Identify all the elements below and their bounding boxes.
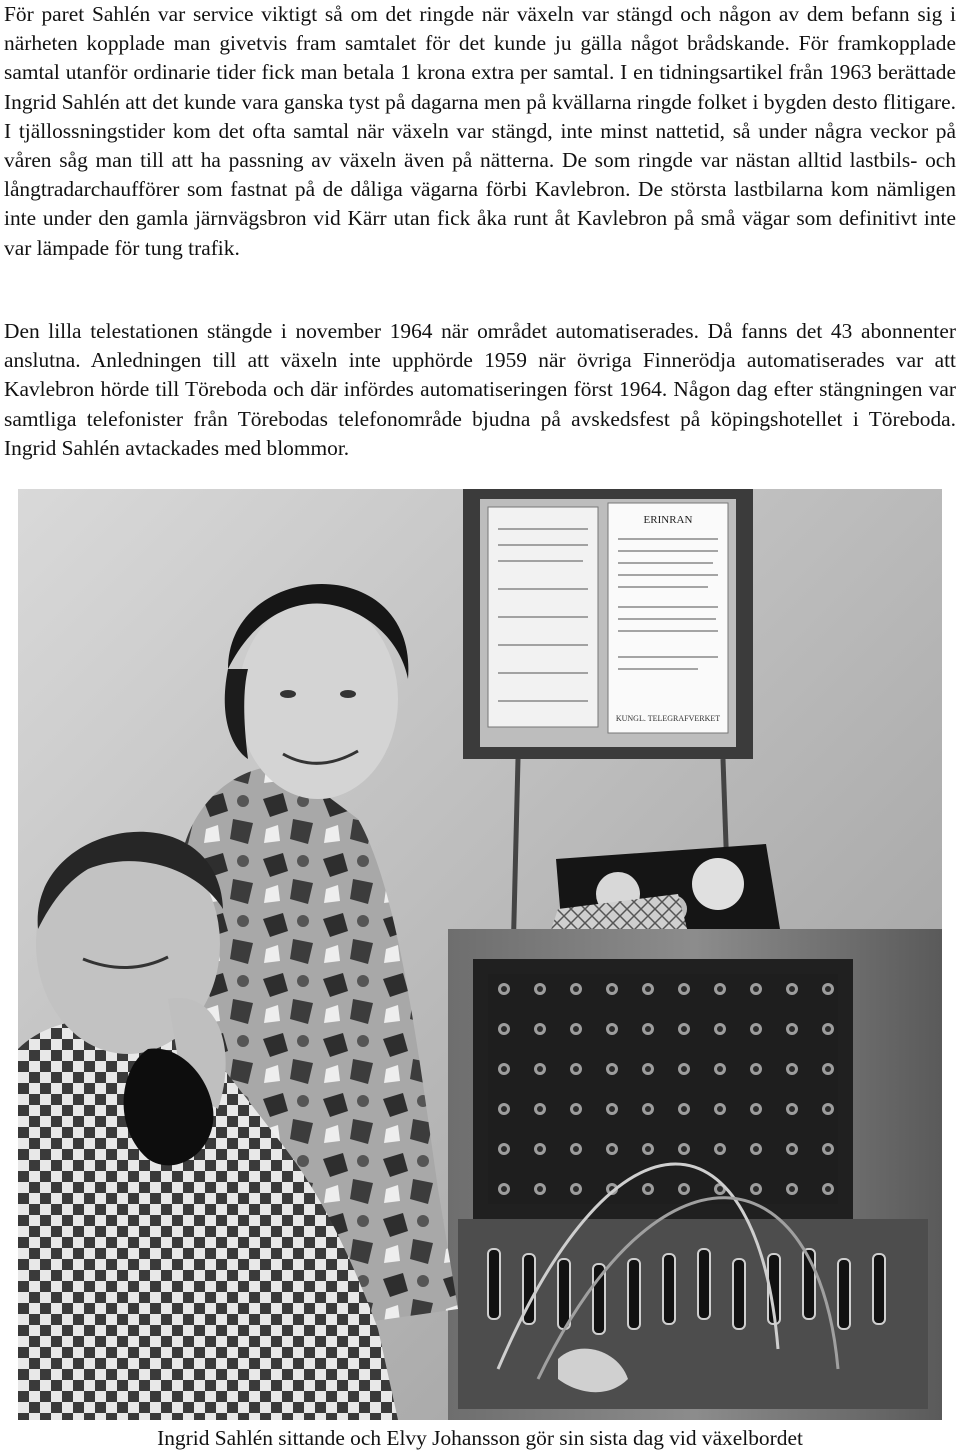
body-paragraph-1: För paret Sahlén var service viktigt så om det ringde när växeln var stängd och någon av dem befann sig i närheten kopplade man givetvis fram samtalet för det kunde ju gälla något brådskande. För framkopplade samtal utanför ordinarie tider fick man betala 1 krona extra per samtal. I en tidningsartikel från 1963 berättade Ingrid Sahlén att det kunde vara ganska tyst på dagarna men på kvällarna ringde folket i bygden desto flitigare. I tjällossningstider kom det ofta samtal när växeln var stängd, inte minst nattetid, så under några veckor på våren såg man till att ha passning av växeln även på nätterna. De som ringde var nästan alltid lastbils- och långtradarchaufförer som fastnat på de dåliga vägarna förbi Kavlebron. De största lastbilarna kom nämligen inte under den gamla järnvägsbron vid Kärr utan fick åka runt åt Kavlebron på små vägar som definitivt inte var lämpade för tung trafik. <box>4 2 956 260</box>
switchboard <box>448 929 942 1420</box>
historical-photo <box>18 489 942 1420</box>
photo-caption: Ingrid Sahlén sittande och Elvy Johansson gör sin sista dag vid växelbordet <box>157 1426 803 1450</box>
notice-footer: KUNGL. TELEGRAFVERKET <box>615 714 721 723</box>
body-paragraph-2: Den lilla telestationen stängde i november 1964 när området automatiserades. Då fanns det 43 abonnenter anslutna. Anledningen till att växeln inte upphörde 1959 när övriga Finnerödja automatiserades var att Kavlebron hörde till Töreboda och där infördes automatiseringen först 1964. Någon dag efter stängningen var samtliga telefonister från Törebodas telefonområde bjudna på avskedsfest på köpingshotellet i Töreboda. Ingrid Sahlén avtackades med blommor. <box>4 319 956 460</box>
notice-heading: ERINRAN <box>643 514 693 526</box>
